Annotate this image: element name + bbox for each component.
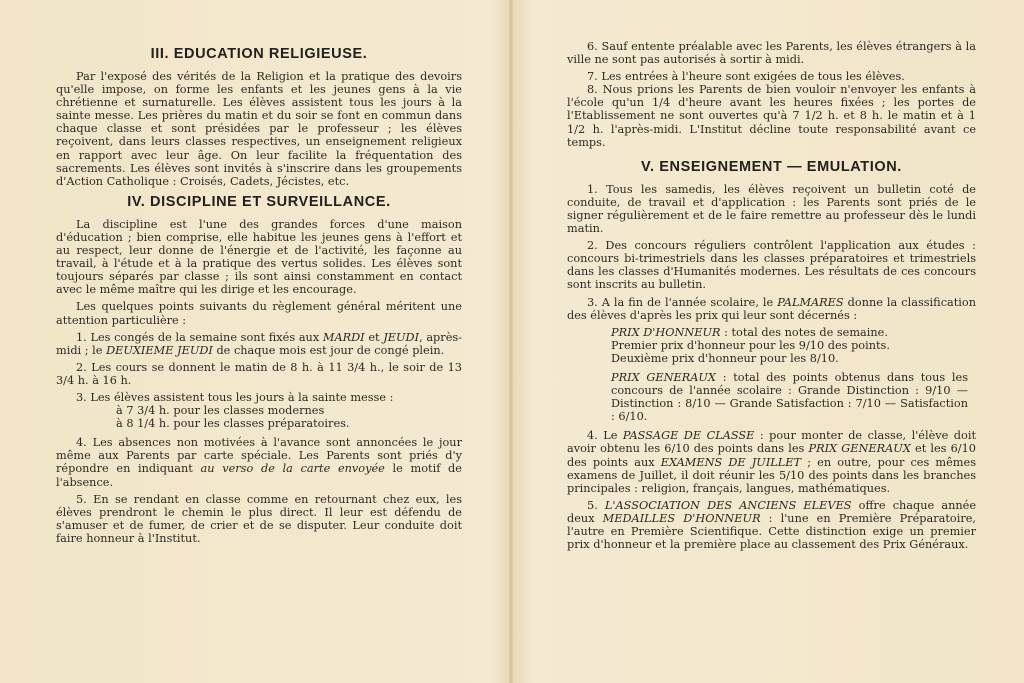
emulation-4-text-a: 4. Le bbox=[587, 429, 623, 443]
prix-generaux-block bbox=[611, 371, 968, 423]
rule-item-6: 6. Sauf entente préalable avec les Parents, les élèves étrangers à la ville ne sont pas autorisés à sortir à midi. bbox=[567, 40, 976, 67]
section-4-paragraph-2: Les quelques points suivants du règlement général méritent une attention particulière : bbox=[56, 300, 462, 327]
emulation-3-text-a: 3. A la fin de l'année scolaire, le bbox=[587, 295, 778, 309]
prix-generaux-label: PRIX GENERAUX bbox=[611, 370, 716, 384]
rule-4-verso: au verso de la carte envoyée bbox=[200, 462, 385, 476]
prix-generaux-text bbox=[611, 371, 968, 423]
section-5-title: V. ENSEIGNEMENT — EMULATION. bbox=[641, 158, 902, 175]
emulation-5-text-a: 5. bbox=[587, 498, 605, 512]
mass-schedule-preparatory: à 8 1/4 h. pour les classes préparatoires. bbox=[116, 417, 350, 431]
rule-1-jeudi: JEUDI bbox=[383, 330, 420, 344]
prix-honneur-line-3: Deuxième prix d'honneur pour les 8/10. bbox=[611, 351, 839, 365]
section-4-paragraph-1: La discipline est l'une des grandes forces d'une maison d'éducation ; bien comprise, elle habitue les jeunes gens à l'effort et au respect, leur donne de l'énergie et de l'activité, les façonne au travail, à l'étude et à la pratique des vertus solides. Les élèves sont toujours séparés par classe ; ils sont ainsi constamment en contact avec le même maître qui les dirige et les encourage. bbox=[56, 217, 462, 297]
prix-honneur-line-1 bbox=[611, 326, 968, 339]
prix-honneur-block bbox=[611, 326, 968, 365]
rule-4-text-a: 4. Les absences non motivées à l'avance sont annoncées le jour même aux Parents par carte spéciale. Les Parents sont priés d'y répondre en indiquant bbox=[56, 436, 462, 476]
section-3-title: III. EDUCATION RELIGIEUSE. bbox=[150, 46, 368, 62]
emulation-item-3 bbox=[567, 296, 976, 322]
emulation-5-medailles: MEDAILLES D'HONNEUR bbox=[602, 511, 761, 525]
rule-item-5: 5. En se rendant en classe comme en retournant chez eux, les élèves prendront le chemin le plus direct. Il leur est défendu de s'amuser et de fumer, de crier et de se disputer. Leur conduite doit faire honneur à l'Institut. bbox=[56, 492, 462, 545]
prix-generaux-desc: : total des points obtenus dans tous les concours de l'année scolaire : Grande Distinction : 9/10 — Distinction : 8/10 — Grande Satisfaction : 7/10 — Satisfaction : 6/10. bbox=[611, 370, 968, 424]
rule-item-7: 7. Les entrées à l'heure sont exigées de tous les élèves. bbox=[587, 70, 905, 84]
emulation-3-palmares: PALMARES bbox=[777, 295, 844, 309]
page-fold bbox=[509, 0, 513, 683]
left-page bbox=[56, 40, 462, 549]
section-4-title: IV. DISCIPLINE ET SURVEILLANCE. bbox=[127, 193, 391, 210]
emulation-3-text-c: donne la classification des élèves d'après les prix qui leur sont décernés : bbox=[567, 295, 976, 322]
section-3-paragraph: Par l'exposé des vérités de la Religion et la pratique des devoirs qu'elle impose, on forme les enfants et les jeunes gens à la vie chrétienne et surnaturelle. Les élèves assistent tous les jours à la sainte messe. Les prières du matin et du soir se font en commun dans chaque classe et sont présidées par le professeur ; les élèves reçoivent, dans leurs classes respectives, un enseignement religieux en rapport avec leur âge. On leur facilite la fréquentation des sacrements. Les élèves sont invités à s'inscrire dans les groupements d'Action Catholique : Croisés, Cadets, Jécistes, etc. bbox=[56, 70, 462, 188]
rule-1-mardi: MARDI bbox=[322, 330, 365, 344]
rule-1-deuxieme-jeudi: DEUXIEME JEUDI bbox=[106, 343, 213, 357]
rule-1-text-g: de chaque mois est jour de congé plein. bbox=[212, 343, 445, 357]
mass-schedule-modern: à 7 3/4 h. pour les classes modernes bbox=[116, 404, 325, 418]
rule-1-text-a: 1. Les congés de la semaine sont fixés aux bbox=[76, 330, 323, 344]
emulation-4-text-c: : pour monter de classe, l'élève doit avoir obtenu les 6/10 des points dans les bbox=[567, 429, 976, 456]
right-page bbox=[567, 40, 976, 555]
emulation-item-4 bbox=[567, 429, 976, 494]
rule-item-4 bbox=[56, 436, 462, 488]
emulation-5-text-c: offre chaque année deux bbox=[567, 498, 977, 525]
prix-honneur-desc: : total des notes de semaine. bbox=[720, 325, 888, 339]
rule-item-8: 8. Nous prions les Parents de bien vouloir n'envoyer les enfants à l'école qu'un 1/4 d'heure avant les heures fixées ; les portes de l'Etablissement ne sont ouvertes qu'à 7 1/2 h. et 8 h. le matin et à 1 1/2 h. l'après-midi. L'Institut décline toute responsabilité avant ce temps. bbox=[567, 83, 976, 149]
prix-honneur-label: PRIX D'HONNEUR bbox=[611, 325, 721, 339]
emulation-4-examens: EXAMENS DE JUILLET bbox=[660, 455, 802, 469]
prix-honneur-line-2: Premier prix d'honneur pour les 9/10 des points. bbox=[611, 338, 890, 352]
rule-1-text-c: et bbox=[364, 330, 384, 344]
emulation-5-text-e: : l'une en Première Préparatoire, l'autre en Première Scientifique. Cette distinction exige un premier prix d'honneur et la première place au classement des Prix Généraux. bbox=[567, 511, 977, 552]
emulation-4-prix-generaux: PRIX GENERAUX bbox=[808, 442, 911, 456]
rule-item-3: 3. Les élèves assistent tous les jours à la sainte messe : bbox=[76, 390, 394, 404]
emulation-5-association: L'ASSOCIATION DES ANCIENS ELEVES bbox=[604, 498, 852, 512]
rule-item-1 bbox=[56, 331, 462, 357]
emulation-item-5 bbox=[567, 499, 976, 551]
emulation-item-2: 2. Des concours réguliers contrôlent l'application aux études : concours bi-trimestriels dans les classes préparatoires et trimestriels dans les classes d'Humanités modernes. Les résultats de ces concours sont inscrits au bulletin. bbox=[567, 239, 976, 292]
emulation-item-1: 1. Tous les samedis, les élèves reçoivent un bulletin coté de conduite, de travail et d'application : les Parents sont priés de le signer régulièrement et de le faire remettre au professeur dès le lundi matin. bbox=[567, 182, 976, 236]
rule-item-2: 2. Les cours se donnent le matin de 8 h. à 11 3/4 h., le soir de 13 3/4 h. à 16 h. bbox=[56, 360, 462, 387]
mass-schedule bbox=[116, 404, 462, 430]
rule-1-text-e: , après-midi ; le bbox=[56, 330, 462, 357]
rule-4-text-c: le motif de l'absence. bbox=[56, 462, 462, 489]
emulation-4-text-g: ; en outre, pour ces mêmes examens de Juillet, il doit réunir les 5/10 des points dans les branches principales : religion, français, langues, mathématiques. bbox=[567, 455, 977, 495]
emulation-4-text-e: et les 6/10 des points aux bbox=[567, 442, 976, 469]
emulation-4-passage: PASSAGE DE CLASSE bbox=[622, 429, 755, 443]
